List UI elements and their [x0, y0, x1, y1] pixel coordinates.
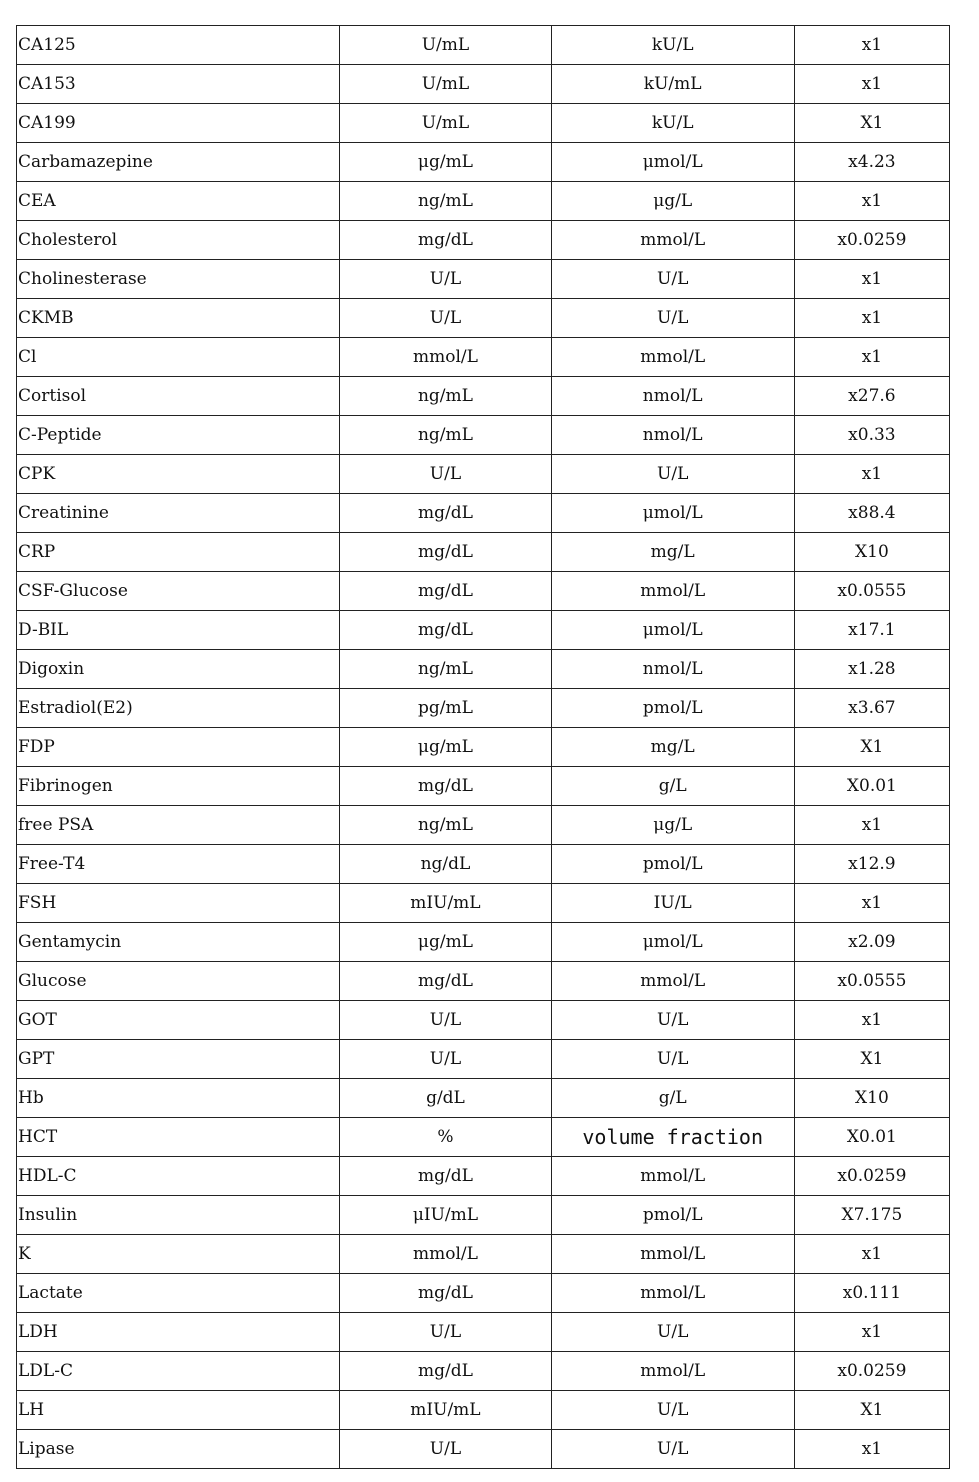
- conventional-unit-cell: g/dL: [340, 1079, 551, 1118]
- conventional-unit-cell: μg/mL: [340, 923, 551, 962]
- conversion-factor-cell: X0.01: [794, 1118, 949, 1157]
- conventional-unit-cell: U/L: [340, 1313, 551, 1352]
- conversion-factor-cell: x2.09: [794, 923, 949, 962]
- table-row: [17, 923, 950, 962]
- table-row: [17, 533, 950, 572]
- si-unit-cell: mg/L: [551, 533, 794, 572]
- test-name-cell: K: [17, 1235, 340, 1274]
- si-unit-cell: U/L: [551, 260, 794, 299]
- conventional-unit-cell: pg/mL: [340, 689, 551, 728]
- si-unit-cell: U/L: [551, 1430, 794, 1469]
- conversion-factor-cell: x0.33: [794, 416, 949, 455]
- table-row: [17, 1118, 950, 1157]
- conversion-factor-cell: x1: [794, 26, 949, 65]
- table-row: [17, 1274, 950, 1313]
- table-row: [17, 1352, 950, 1391]
- table-row: [17, 221, 950, 260]
- test-name-cell: CRP: [17, 533, 340, 572]
- unit-conversion-table: [16, 25, 950, 1469]
- si-unit-cell: U/L: [551, 1040, 794, 1079]
- conversion-factor-cell: x1: [794, 65, 949, 104]
- conversion-factor-cell: x17.1: [794, 611, 949, 650]
- conversion-factor-cell: x4.23: [794, 143, 949, 182]
- conventional-unit-cell: mg/dL: [340, 767, 551, 806]
- conversion-factor-cell: x1.28: [794, 650, 949, 689]
- si-unit-cell: mmol/L: [551, 572, 794, 611]
- table-row: [17, 728, 950, 767]
- test-name-cell: FDP: [17, 728, 340, 767]
- table-row: [17, 182, 950, 221]
- test-name-cell: CA199: [17, 104, 340, 143]
- unit-conversion-table-body: [17, 26, 950, 1469]
- si-unit-cell: mmol/L: [551, 962, 794, 1001]
- si-unit-cell: U/L: [551, 1391, 794, 1430]
- test-name-cell: Cl: [17, 338, 340, 377]
- test-name-cell: Free-T4: [17, 845, 340, 884]
- conversion-factor-cell: x1: [794, 182, 949, 221]
- test-name-cell: Lipase: [17, 1430, 340, 1469]
- conversion-factor-cell: X10: [794, 1079, 949, 1118]
- test-name-cell: CSF-Glucose: [17, 572, 340, 611]
- table-row: [17, 377, 950, 416]
- table-row: [17, 260, 950, 299]
- conventional-unit-cell: U/L: [340, 1430, 551, 1469]
- si-unit-cell: μg/L: [551, 182, 794, 221]
- si-unit-cell: μmol/L: [551, 923, 794, 962]
- si-unit-cell: mmol/L: [551, 1235, 794, 1274]
- si-unit-cell: mmol/L: [551, 338, 794, 377]
- si-unit-cell: g/L: [551, 1079, 794, 1118]
- conversion-factor-cell: X1: [794, 1391, 949, 1430]
- table-row: [17, 1235, 950, 1274]
- conventional-unit-cell: U/mL: [340, 65, 551, 104]
- si-unit-cell: U/L: [551, 1001, 794, 1040]
- conversion-factor-cell: x0.111: [794, 1274, 949, 1313]
- conventional-unit-cell: mIU/mL: [340, 884, 551, 923]
- conventional-unit-cell: U/mL: [340, 104, 551, 143]
- test-name-cell: LH: [17, 1391, 340, 1430]
- conventional-unit-cell: μIU/mL: [340, 1196, 551, 1235]
- conventional-unit-cell: μg/mL: [340, 143, 551, 182]
- table-row: [17, 1001, 950, 1040]
- test-name-cell: Creatinine: [17, 494, 340, 533]
- conversion-factor-cell: X0.01: [794, 767, 949, 806]
- conversion-factor-cell: x1: [794, 260, 949, 299]
- test-name-cell: Gentamycin: [17, 923, 340, 962]
- table-row: [17, 26, 950, 65]
- conventional-unit-cell: U/L: [340, 455, 551, 494]
- conventional-unit-cell: mmol/L: [340, 1235, 551, 1274]
- si-unit-cell: IU/L: [551, 884, 794, 923]
- conversion-factor-cell: x1: [794, 455, 949, 494]
- si-unit-cell: kU/L: [551, 104, 794, 143]
- conventional-unit-cell: mg/dL: [340, 1352, 551, 1391]
- test-name-cell: HCT: [17, 1118, 340, 1157]
- table-row: [17, 962, 950, 1001]
- conversion-factor-cell: X7.175: [794, 1196, 949, 1235]
- table-row: [17, 1040, 950, 1079]
- table-row: [17, 1391, 950, 1430]
- conventional-unit-cell: U/mL: [340, 26, 551, 65]
- conversion-factor-cell: x1: [794, 806, 949, 845]
- si-unit-cell: U/L: [551, 455, 794, 494]
- si-unit-cell: mmol/L: [551, 221, 794, 260]
- conventional-unit-cell: ng/mL: [340, 182, 551, 221]
- conversion-factor-cell: x3.67: [794, 689, 949, 728]
- si-unit-cell: volume fraction: [551, 1118, 794, 1157]
- si-unit-cell: kU/L: [551, 26, 794, 65]
- conventional-unit-cell: mg/dL: [340, 1157, 551, 1196]
- conversion-factor-cell: x0.0259: [794, 1352, 949, 1391]
- conversion-factor-cell: x88.4: [794, 494, 949, 533]
- si-unit-cell: μmol/L: [551, 143, 794, 182]
- test-name-cell: D-BIL: [17, 611, 340, 650]
- conversion-factor-cell: x0.0555: [794, 962, 949, 1001]
- test-name-cell: Insulin: [17, 1196, 340, 1235]
- test-name-cell: Cholinesterase: [17, 260, 340, 299]
- conventional-unit-cell: %: [340, 1118, 551, 1157]
- table-row: [17, 1313, 950, 1352]
- conversion-factor-cell: X1: [794, 1040, 949, 1079]
- si-unit-cell: mmol/L: [551, 1157, 794, 1196]
- conventional-unit-cell: mIU/mL: [340, 1391, 551, 1430]
- conventional-unit-cell: mmol/L: [340, 338, 551, 377]
- conversion-factor-cell: x1: [794, 1235, 949, 1274]
- conventional-unit-cell: U/L: [340, 1001, 551, 1040]
- conversion-factor-cell: X1: [794, 728, 949, 767]
- table-row: [17, 884, 950, 923]
- conventional-unit-cell: ng/mL: [340, 416, 551, 455]
- si-unit-cell: mmol/L: [551, 1274, 794, 1313]
- si-unit-cell: kU/mL: [551, 65, 794, 104]
- conventional-unit-cell: mg/dL: [340, 611, 551, 650]
- conversion-factor-cell: x27.6: [794, 377, 949, 416]
- test-name-cell: CEA: [17, 182, 340, 221]
- conversion-factor-cell: X10: [794, 533, 949, 572]
- test-name-cell: C-Peptide: [17, 416, 340, 455]
- conventional-unit-cell: mg/dL: [340, 572, 551, 611]
- table-row: [17, 104, 950, 143]
- test-name-cell: LDL-C: [17, 1352, 340, 1391]
- test-name-cell: HDL-C: [17, 1157, 340, 1196]
- conversion-factor-cell: x1: [794, 299, 949, 338]
- conventional-unit-cell: mg/dL: [340, 962, 551, 1001]
- conversion-factor-cell: x0.0259: [794, 1157, 949, 1196]
- si-unit-cell: U/L: [551, 1313, 794, 1352]
- conversion-factor-cell: x1: [794, 884, 949, 923]
- table-row: [17, 806, 950, 845]
- conventional-unit-cell: μg/mL: [340, 728, 551, 767]
- si-unit-cell: pmol/L: [551, 1196, 794, 1235]
- conventional-unit-cell: ng/mL: [340, 806, 551, 845]
- conversion-factor-cell: X1: [794, 104, 949, 143]
- table-row: [17, 416, 950, 455]
- si-unit-cell: μmol/L: [551, 494, 794, 533]
- conventional-unit-cell: ng/mL: [340, 650, 551, 689]
- table-row: [17, 1196, 950, 1235]
- test-name-cell: GPT: [17, 1040, 340, 1079]
- si-unit-cell: mg/L: [551, 728, 794, 767]
- test-name-cell: Digoxin: [17, 650, 340, 689]
- table-row: [17, 1157, 950, 1196]
- test-name-cell: Hb: [17, 1079, 340, 1118]
- si-unit-cell: mmol/L: [551, 1352, 794, 1391]
- test-name-cell: Carbamazepine: [17, 143, 340, 182]
- test-name-cell: Lactate: [17, 1274, 340, 1313]
- table-row: [17, 65, 950, 104]
- table-row: [17, 1430, 950, 1469]
- si-unit-cell: nmol/L: [551, 650, 794, 689]
- table-row: [17, 650, 950, 689]
- conventional-unit-cell: ng/dL: [340, 845, 551, 884]
- test-name-cell: FSH: [17, 884, 340, 923]
- table-row: [17, 455, 950, 494]
- test-name-cell: free PSA: [17, 806, 340, 845]
- table-row: [17, 143, 950, 182]
- conversion-factor-cell: x12.9: [794, 845, 949, 884]
- si-unit-cell: nmol/L: [551, 377, 794, 416]
- test-name-cell: Fibrinogen: [17, 767, 340, 806]
- si-unit-cell: μmol/L: [551, 611, 794, 650]
- table-row: [17, 572, 950, 611]
- si-unit-cell: U/L: [551, 299, 794, 338]
- conversion-factor-cell: x1: [794, 1313, 949, 1352]
- table-row: [17, 494, 950, 533]
- test-name-cell: CA125: [17, 26, 340, 65]
- test-name-cell: CPK: [17, 455, 340, 494]
- test-name-cell: CKMB: [17, 299, 340, 338]
- conventional-unit-cell: U/L: [340, 299, 551, 338]
- test-name-cell: Glucose: [17, 962, 340, 1001]
- table-row: [17, 767, 950, 806]
- si-unit-cell: g/L: [551, 767, 794, 806]
- test-name-cell: LDH: [17, 1313, 340, 1352]
- conversion-factor-cell: x1: [794, 1430, 949, 1469]
- conventional-unit-cell: mg/dL: [340, 533, 551, 572]
- table-row: [17, 1079, 950, 1118]
- table-row: [17, 689, 950, 728]
- test-name-cell: Cholesterol: [17, 221, 340, 260]
- si-unit-cell: nmol/L: [551, 416, 794, 455]
- table-row: [17, 338, 950, 377]
- conversion-factor-cell: x0.0555: [794, 572, 949, 611]
- conventional-unit-cell: ng/mL: [340, 377, 551, 416]
- table-row: [17, 611, 950, 650]
- conventional-unit-cell: mg/dL: [340, 221, 551, 260]
- test-name-cell: GOT: [17, 1001, 340, 1040]
- test-name-cell: CA153: [17, 65, 340, 104]
- test-name-cell: Cortisol: [17, 377, 340, 416]
- conventional-unit-cell: U/L: [340, 1040, 551, 1079]
- table-row: [17, 299, 950, 338]
- si-unit-cell: pmol/L: [551, 845, 794, 884]
- conventional-unit-cell: mg/dL: [340, 1274, 551, 1313]
- table-row: [17, 845, 950, 884]
- conventional-unit-cell: U/L: [340, 260, 551, 299]
- conversion-factor-cell: x1: [794, 338, 949, 377]
- test-name-cell: Estradiol(E2): [17, 689, 340, 728]
- conversion-factor-cell: x0.0259: [794, 221, 949, 260]
- si-unit-cell: μg/L: [551, 806, 794, 845]
- si-unit-cell: pmol/L: [551, 689, 794, 728]
- conventional-unit-cell: mg/dL: [340, 494, 551, 533]
- conversion-factor-cell: x1: [794, 1001, 949, 1040]
